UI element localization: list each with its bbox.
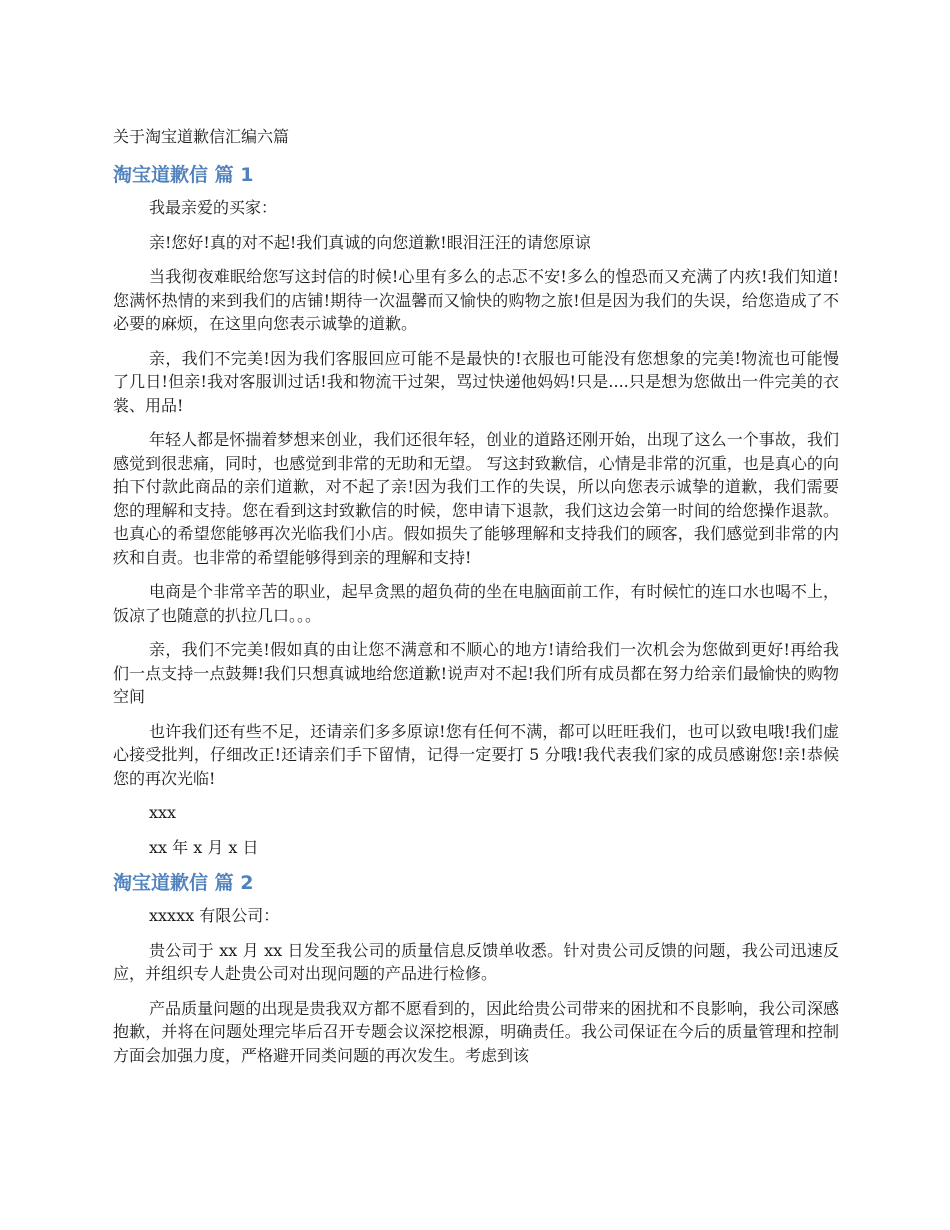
section-2 xyxy=(113,870,839,1067)
signature: xxx xyxy=(149,803,177,822)
paragraph: 亲，我们不完美!假如真的由让您不满意和不顺心的地方!请给我们一次机会为您做到更好!再给我们一点支持一点鼓舞!我们只想真诚地给您道歉!说声对不起!我们所有成员都在努力给亲们最愉快的购物空间 xyxy=(113,640,839,706)
salutation: 我最亲爱的买家： xyxy=(149,198,278,217)
section-1 xyxy=(113,162,839,859)
paragraph: 亲!您好!真的对不起!我们真诚的向您道歉!眼泪汪汪的请您原谅 xyxy=(149,232,591,252)
paragraph: 当我彻夜难眠给您写这封信的时候!心里有多么的忐忑不安!多么的惶恐而又充满了内疚!我们知道!您满怀热情的来到我们的店铺!期待一次温馨而又愉快的购物之旅!但是因为我们的失误，给您造成了不必要的麻烦，在这里向您表示诚挚的道歉。 xyxy=(113,267,839,333)
paragraph: 电商是个非常辛苦的职业，起早贪黑的超负荷的坐在电脑面前工作，有时候忙的连口水也喝不上，饭凉了也随意的扒拉几口。。。 xyxy=(113,582,839,625)
document-title: 关于淘宝道歉信汇编六篇 xyxy=(113,127,290,146)
section-heading: 淘宝道歉信 篇 2 xyxy=(113,872,254,894)
paragraph: 年轻人都是怀揣着梦想来创业，我们还很年轻，创业的道路还刚开始，出现了这么一个事故，我们感觉到很悲痛，同时，也感觉到非常的无助和无望。 写这封致歉信，心情是非常的沉重，也是真心的向拍下付款此商品的亲们道歉，对不起了亲!因为我们工作的失误，所以向您表示诚挚的道歉，我们需要您的理解和支持。您在看到这封致歉信的时候，您申请下退款，我们这边会第一时间的给您操作退款。也真心的希望您能够再次光临我们小店。假如损失了能够理解和支持我们的顾客，我们感觉到非常的内疚和自责。也非常的希望能够得到亲的理解和支持! xyxy=(113,430,839,567)
section-heading: 淘宝道歉信 篇 1 xyxy=(113,164,254,186)
paragraph: 产品质量问题的出现是贵我双方都不愿看到的，因此给贵公司带来的困扰和不良影响，我公司深感抱歉，并将在问题处理完毕后召开专题会议深挖根源，明确责任。我公司保证在今后的质量管理和控制方面会加强力度，严格避开同类问题的再次发生。考虑到该 xyxy=(113,998,839,1065)
salutation: xxxxx 有限公司： xyxy=(149,906,280,925)
document-page xyxy=(113,124,839,1078)
date-line: xx 年 x 月 x 日 xyxy=(149,837,259,857)
paragraph: 也许我们还有些不足，还请亲们多多原谅!您有任何不满，都可以旺旺我们，也可以致电哦!我们虚心接受批判，仔细改正!还请亲们手下留情，记得一定要打 5 分哦!我代表我们家的成员感谢您!亲!恭候您的再次光临! xyxy=(113,721,839,788)
paragraph: 贵公司于 xx 月 xx 日发至我公司的质量信息反馈单收悉。针对贵公司反馈的问题，我公司迅速反应，并组织专人赴贵公司对出现问题的产品进行检修。 xyxy=(113,940,839,983)
paragraph: 亲，我们不完美!因为我们客服回应可能不是最快的!衣服也可能没有您想象的完美!物流也可能慢了几日!但亲!我对客服训过话!我和物流干过架，骂过快递他妈妈!只是....只是想为您做出一件完美的衣裳、用品! xyxy=(113,348,839,415)
